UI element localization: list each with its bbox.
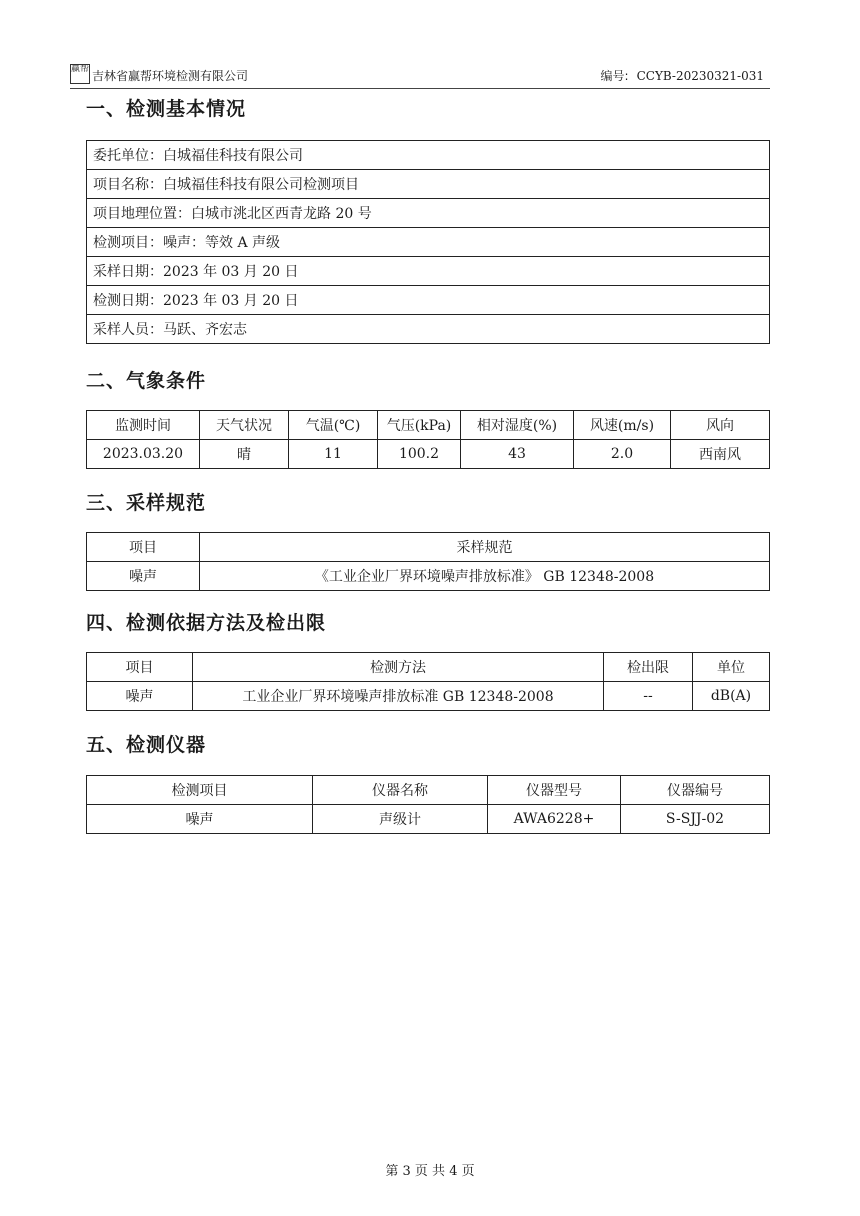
section-title-instruments: 五、检测仪器 [86, 734, 207, 756]
header-cell: 单位 [693, 653, 770, 682]
header-cell: 天气状况 [200, 411, 289, 440]
header-cell: 项目 [87, 653, 193, 682]
table-cell: 《工业企业厂界环境噪声排放标准》 GB 12348-2008 [200, 562, 770, 591]
table-cell: 2023.03.20 [87, 440, 200, 469]
header-cell: 采样规范 [200, 533, 770, 562]
table-header-row [87, 533, 770, 562]
table-header-row [87, 653, 770, 682]
info-test-date: 检测日期：2023 年 03 月 20 日 [87, 286, 770, 315]
methods-table [86, 652, 770, 711]
page-header [70, 64, 770, 89]
info-project-name: 项目名称：白城福佳科技有限公司检测项目 [87, 170, 770, 199]
header-cell: 气温(℃) [289, 411, 378, 440]
section-title-weather: 二、气象条件 [86, 370, 207, 392]
basic-info-table [86, 140, 770, 344]
company-name: 吉林省赢帮环境检测有限公司 [92, 69, 249, 83]
table-row [87, 805, 770, 834]
header-cell: 项目 [87, 533, 200, 562]
table-row [87, 286, 770, 315]
info-test-item: 检测项目：噪声：等效 A 声级 [87, 228, 770, 257]
table-row [87, 440, 770, 469]
table-cell: 声级计 [313, 805, 488, 834]
table-cell: 100.2 [378, 440, 461, 469]
info-client: 委托单位：白城福佳科技有限公司 [87, 141, 770, 170]
table-row [87, 228, 770, 257]
table-cell: 噪声 [87, 805, 313, 834]
header-cell: 风向 [671, 411, 770, 440]
table-cell: 晴 [200, 440, 289, 469]
table-row [87, 682, 770, 711]
header-cell: 检测方法 [193, 653, 604, 682]
table-row [87, 141, 770, 170]
table-cell: dB(A) [693, 682, 770, 711]
table-row [87, 257, 770, 286]
table-row [87, 170, 770, 199]
header-cell: 风速(m/s) [574, 411, 671, 440]
section-title-methods: 四、检测依据方法及检出限 [86, 612, 327, 634]
table-cell: -- [604, 682, 693, 711]
table-cell: S-SJJ-02 [621, 805, 770, 834]
table-cell: 43 [461, 440, 574, 469]
document-number-label: 编号: [600, 69, 629, 83]
header-cell: 仪器名称 [313, 776, 488, 805]
table-row [87, 562, 770, 591]
header-cell: 气压(kPa) [378, 411, 461, 440]
table-header-row [87, 776, 770, 805]
header-cell: 仪器编号 [621, 776, 770, 805]
table-cell: 西南风 [671, 440, 770, 469]
page-number: 第 3 页 共 4 页 [385, 1164, 475, 1179]
company-logo: 赢帮 [70, 64, 90, 84]
section-title-basic-info: 一、检测基本情况 [86, 98, 247, 120]
weather-table [86, 410, 770, 469]
header-cell: 监测时间 [87, 411, 200, 440]
document-number-value: CCYB-20230321-031 [636, 69, 764, 83]
instruments-table [86, 775, 770, 834]
info-sampling-staff: 采样人员：马跃、齐宏志 [87, 315, 770, 344]
table-cell: AWA6228+ [488, 805, 621, 834]
table-cell: 噪声 [87, 682, 193, 711]
table-header-row [87, 411, 770, 440]
table-cell: 11 [289, 440, 378, 469]
table-row [87, 199, 770, 228]
info-location: 项目地理位置：白城市洮北区西青龙路 20 号 [87, 199, 770, 228]
table-cell: 噪声 [87, 562, 200, 591]
header-cell: 检出限 [604, 653, 693, 682]
table-cell: 工业企业厂界环境噪声排放标准 GB 12348-2008 [193, 682, 604, 711]
header-cell: 仪器型号 [488, 776, 621, 805]
header-cell: 相对湿度(%) [461, 411, 574, 440]
table-cell: 2.0 [574, 440, 671, 469]
info-sampling-date: 采样日期：2023 年 03 月 20 日 [87, 257, 770, 286]
table-row [87, 315, 770, 344]
header-cell: 检测项目 [87, 776, 313, 805]
document-number [601, 67, 764, 84]
sampling-standard-table [86, 532, 770, 591]
section-title-sampling-standard: 三、采样规范 [86, 492, 207, 514]
